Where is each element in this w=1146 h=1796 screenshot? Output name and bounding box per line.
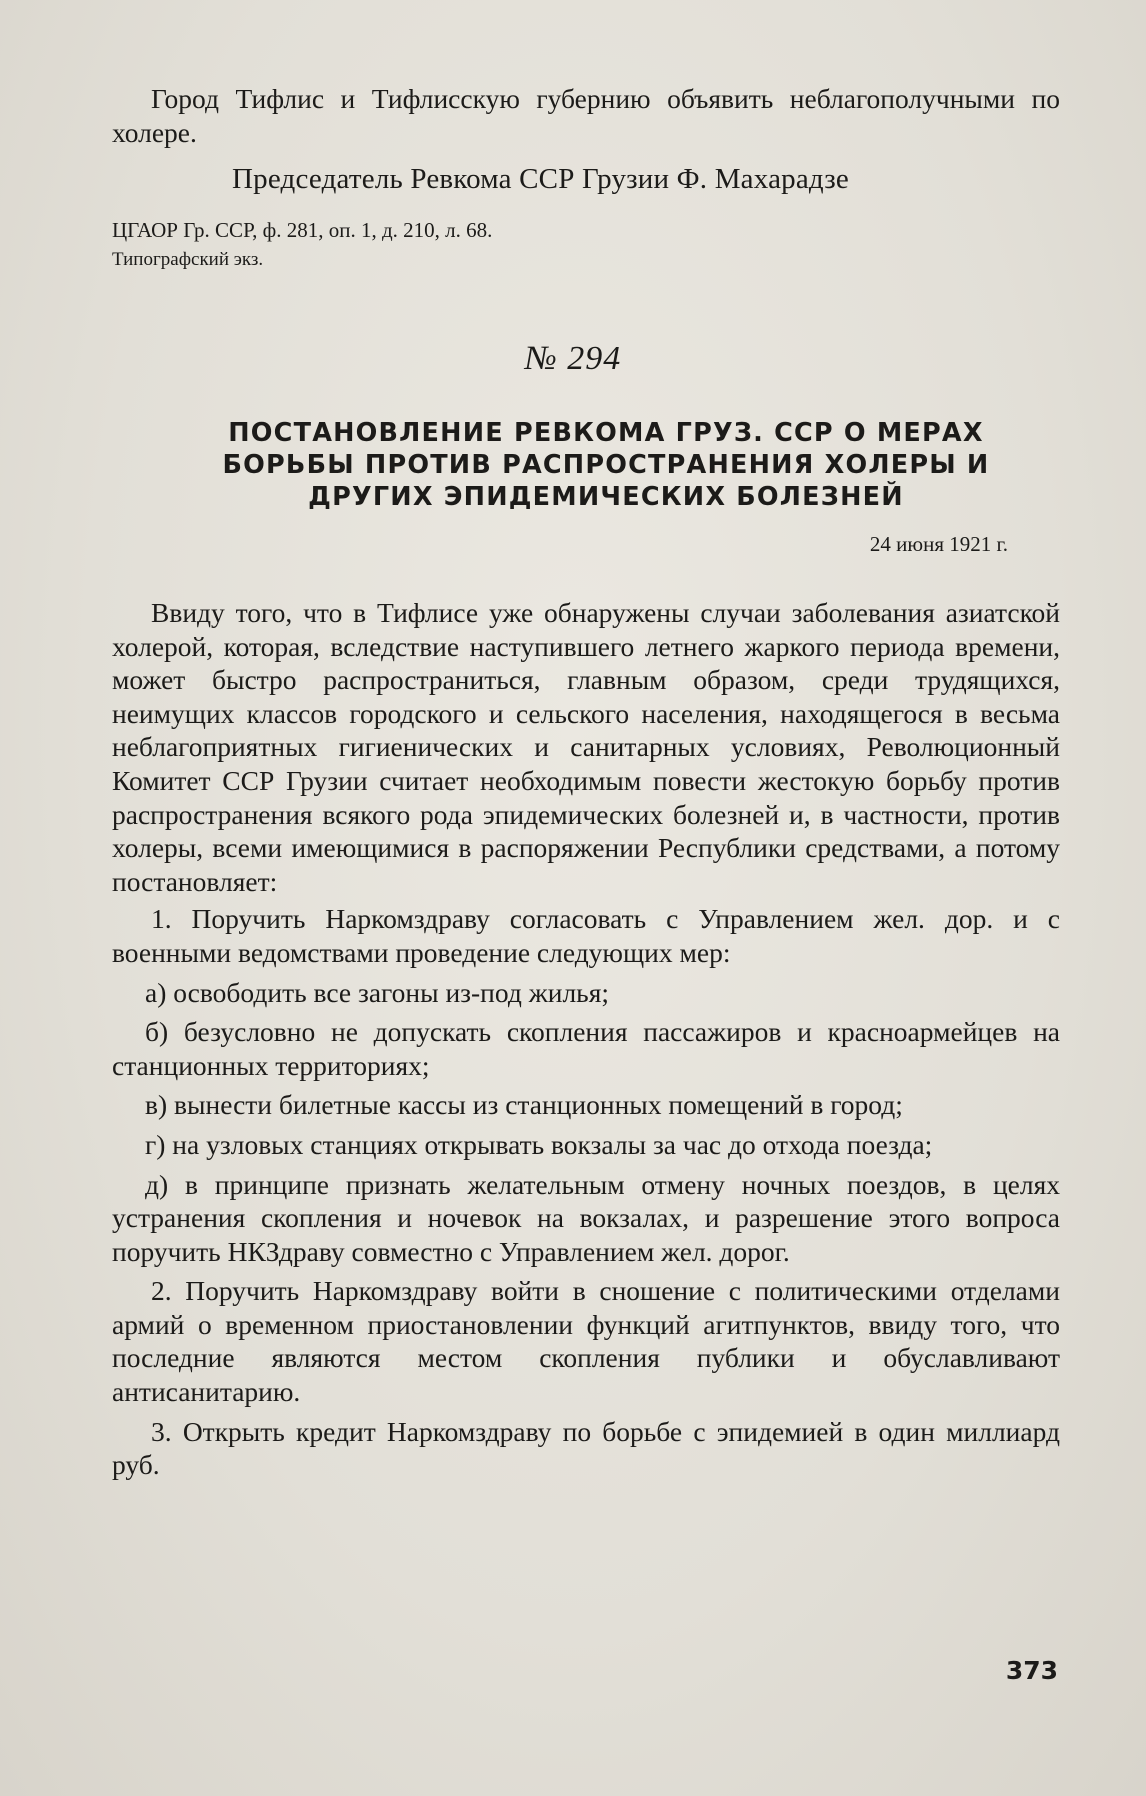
item-1-g: г) на узловых станциях открывать вокзалы за час до отхода поезда;	[145, 1128, 933, 1160]
page-number: 373	[1005, 1656, 1058, 1685]
title-line-3: ДРУГИХ ЭПИДЕМИЧЕСКИХ БОЛЕЗНЕЙ	[308, 482, 904, 512]
intro-block	[112, 82, 1060, 149]
item-1-b: б) безусловно не допускать скопления пассажиров и красноармейцев на станционных территориях;	[112, 1016, 1060, 1081]
intro-paragraph: Город Тифлис и Тифлисскую губернию объявить неблагополучными по холере.	[112, 83, 1060, 148]
item-2: 2. Поручить Наркомздраву войти в сношение с политическими отделами армий о временном приостановлении функций агитпунктов, ввиду того, что последние являются местом скопления публики и обуславливают антисанитарию.	[112, 1275, 1060, 1408]
archive-note: Типографский экз.	[112, 249, 264, 270]
archive-reference-block	[112, 215, 492, 275]
document-date: 24 июня 1921 г.	[869, 532, 1008, 556]
item-1-v: в) вынести билетные кассы из станционных помещений в город;	[145, 1089, 903, 1121]
item-3: 3. Открыть кредит Наркомздраву по борьбе с эпидемией в один миллиард руб.	[112, 1415, 1060, 1481]
preamble-paragraph: Ввиду того, что в Тифлисе уже обнаружены случаи заболевания азиатской холерой, которая, вследствие наступившего летнего жаркого периода времени, может быстро распространиться, главным образом, среди трудящихся, неимущих классов городского и сельского населения, находящегося в весьма неблагоприятных гигиенических и санитарных условиях, Революционный Комитет ССР Грузии считает необходимым повести жестокую борьбу против распространения всякого рода эпидемических болезней и, в частности, против холеры, всеми имеющимися в распоряжении Республики средствами, а потому постановляет:	[112, 597, 1060, 897]
document-title	[150, 417, 1062, 513]
signature-line: Председатель Ревкома ССР Грузии Ф. Махарадзе	[232, 163, 849, 195]
archive-reference: ЦГАОР Гр. ССР, ф. 281, оп. 1, д. 210, л. 68.	[112, 218, 493, 242]
item-1: 1. Поручить Наркомздраву согласовать с Управлением жел. дор. и с военными ведомствами проведение следующих мер:	[112, 903, 1060, 968]
item-1-d: д) в принципе признать желательным отмену ночных поездов, в целях устранения скопления и ночевок на вокзалах, и разрешение этого вопроса поручить НКЗдраву совместно с Управлением жел. дорог.	[112, 1168, 1060, 1267]
title-line-1: ПОСТАНОВЛЕНИЕ РЕВКОМА ГРУЗ. ССР О МЕРАХ	[228, 418, 984, 448]
document-number: № 294	[524, 340, 622, 377]
title-line-2: БОРЬБЫ ПРОТИВ РАСПРОСТРАНЕНИЯ ХОЛЕРЫ И	[222, 450, 990, 480]
item-1-a: а) освободить все загоны из-под жилья;	[145, 976, 609, 1008]
document-body	[112, 596, 1060, 1482]
